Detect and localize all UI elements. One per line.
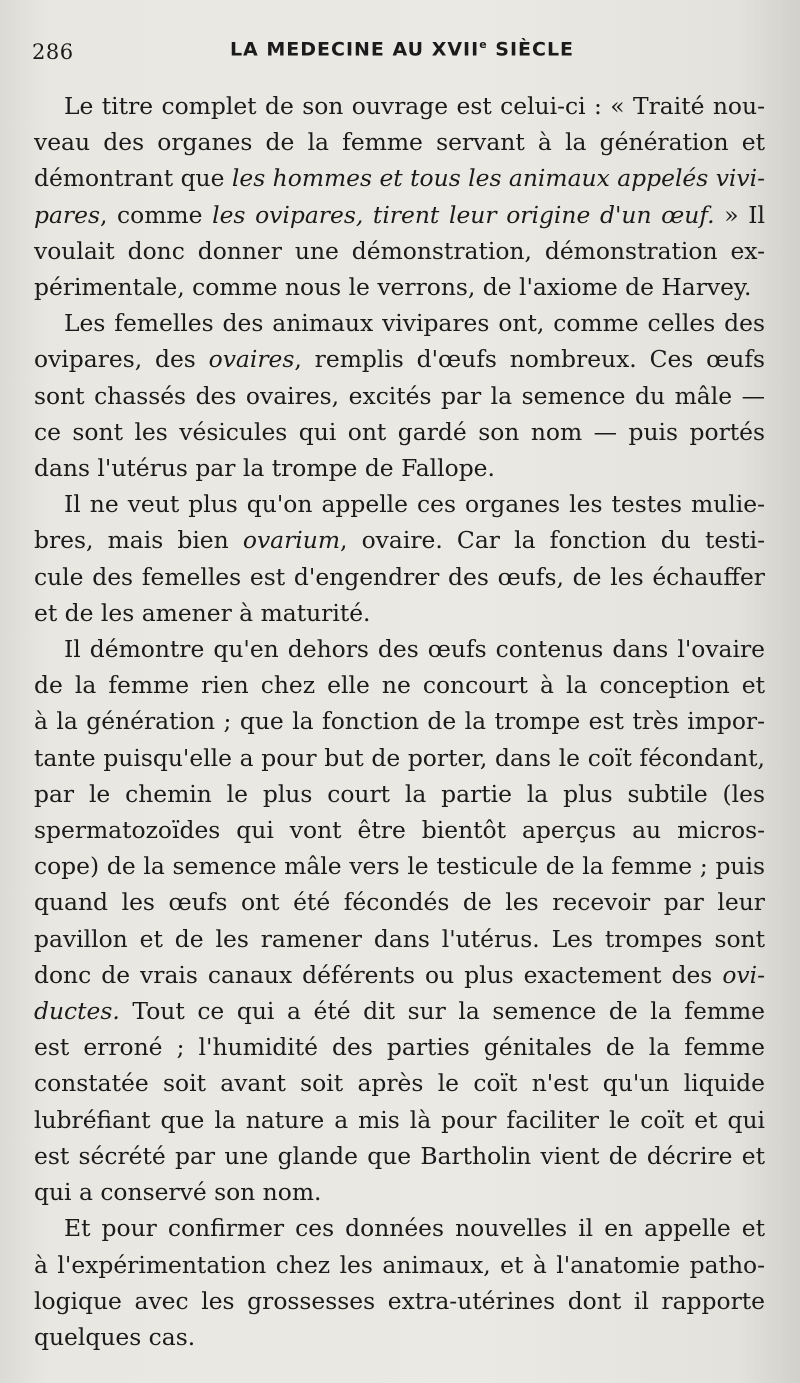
text-run: tante puisqu'elle a pour but de porter, dans le coït fécondant, bbox=[34, 743, 765, 772]
body-text bbox=[34, 88, 765, 1355]
text-run: constatée soit avant soit après le coït n'est qu'un liquide bbox=[34, 1069, 765, 1098]
text-line bbox=[34, 1283, 765, 1319]
text-run: à la génération ; que la fonction de la trompe est très impor- bbox=[34, 707, 765, 736]
text-line bbox=[34, 450, 765, 486]
text-line bbox=[34, 197, 765, 233]
text-line bbox=[34, 124, 765, 160]
text-line bbox=[34, 269, 765, 305]
text-line bbox=[34, 1174, 765, 1210]
text-run: donc de vrais canaux déférents ou plus exactement des bbox=[34, 960, 723, 989]
italic-run: les hommes et tous les animaux appelés vivi- bbox=[231, 164, 766, 193]
text-line bbox=[34, 522, 765, 558]
text-line bbox=[34, 1247, 765, 1283]
text-run: Le titre complet de son ouvrage est celui-ci : « Traité nou- bbox=[64, 92, 765, 120]
text-run: » Il bbox=[714, 200, 765, 229]
italic-run: les ovipares, tirent leur origine d'un œuf. bbox=[212, 200, 715, 229]
text-line bbox=[34, 667, 765, 703]
running-title-end: SIÈCLE bbox=[487, 38, 575, 61]
running-title-main: LA MEDECINE AU XVII bbox=[229, 38, 480, 61]
text-run: , remplis d'œufs nombreux. Ces œufs bbox=[294, 345, 765, 374]
text-line bbox=[34, 1102, 765, 1138]
text-run: par le chemin le plus court la partie la plus subtile (les bbox=[34, 779, 765, 808]
text-line bbox=[34, 1319, 765, 1355]
text-line bbox=[34, 884, 765, 920]
text-line bbox=[34, 921, 765, 957]
text-run: dans l'utérus par la trompe de Fallope. bbox=[34, 454, 495, 483]
italic-run: ductes. bbox=[34, 997, 120, 1026]
page-number: 286 bbox=[32, 40, 74, 64]
text-run: pavillon et de les ramener dans l'utérus. Les trompes sont bbox=[34, 924, 765, 953]
text-run: voulait donc donner une démonstration, démonstration ex- bbox=[34, 236, 765, 265]
text-run: est erroné ; l'humidité des parties génitales de la femme bbox=[34, 1033, 765, 1062]
text-line bbox=[34, 559, 765, 595]
text-run: cope) de la semence mâle vers le testicule de la femme ; puis bbox=[34, 852, 765, 881]
text-run: et de les amener à maturité. bbox=[34, 598, 371, 627]
text-run: logique avec les grossesses extra-utérines dont il rapporte bbox=[34, 1286, 765, 1315]
text-run: Et pour confirmer ces données nouvelles il en appelle et bbox=[64, 1214, 765, 1243]
text-line bbox=[34, 378, 765, 414]
text-line bbox=[34, 233, 765, 269]
running-title bbox=[32, 38, 772, 60]
text-run: ce sont les vésicules qui ont gardé son nom — puis portés bbox=[34, 417, 765, 446]
text-line bbox=[34, 993, 765, 1029]
text-run: lubréfiant que la nature a mis là pour faciliter le coït et qui bbox=[34, 1105, 765, 1134]
text-line bbox=[34, 848, 765, 884]
text-line bbox=[34, 1138, 765, 1174]
text-run: spermatozoïdes qui vont être bientôt aperçus au micros- bbox=[34, 816, 765, 845]
paragraph bbox=[34, 631, 765, 1210]
text-line bbox=[34, 957, 765, 993]
text-run: Il ne veut plus qu'on appelle ces organes les testes mulie- bbox=[64, 490, 765, 519]
text-run: est sécrété par une glande que Bartholin vient de décrire et bbox=[34, 1141, 765, 1170]
text-run: démontrant que bbox=[34, 164, 232, 193]
text-line bbox=[34, 776, 765, 812]
text-line bbox=[34, 1210, 765, 1246]
text-run: à l'expérimentation chez les animaux, et à l'anatomie patho- bbox=[34, 1250, 765, 1279]
text-run: , ovaire. Car la fonction du testi- bbox=[340, 526, 765, 555]
text-line bbox=[34, 88, 765, 124]
text-run: qui a conservé son nom. bbox=[34, 1178, 322, 1207]
text-run: sont chassés des ovaires, excités par la semence du mâle — bbox=[34, 381, 765, 410]
text-line bbox=[34, 486, 765, 522]
text-line bbox=[34, 341, 765, 377]
text-run: quelques cas. bbox=[34, 1322, 196, 1351]
paragraph bbox=[34, 486, 765, 631]
italic-run: ovi- bbox=[722, 960, 765, 989]
running-title-superscript: e bbox=[479, 38, 488, 51]
italic-run: ovarium bbox=[242, 526, 341, 555]
text-run: de la femme rien chez elle ne concourt à la conception et bbox=[34, 671, 765, 700]
text-run: cule des femelles est d'engendrer des œufs, de les échauffer bbox=[34, 562, 765, 591]
text-line bbox=[34, 740, 765, 776]
text-line bbox=[34, 703, 765, 739]
text-run: ovipares, des bbox=[34, 345, 209, 374]
italic-run: ovaires bbox=[208, 345, 295, 374]
text-line bbox=[34, 812, 765, 848]
text-run: , comme bbox=[99, 200, 213, 229]
page-header bbox=[32, 36, 772, 66]
text-line bbox=[34, 414, 765, 450]
text-run: Il démontre qu'en dehors des œufs contenus dans l'ovaire bbox=[64, 635, 765, 664]
text-run: veau des organes de la femme servant à la génération et bbox=[34, 128, 765, 157]
text-run: quand les œufs ont été fécondés de les recevoir par leur bbox=[34, 888, 765, 917]
text-line bbox=[34, 595, 765, 631]
text-run: bres, mais bien bbox=[34, 526, 243, 555]
text-line bbox=[34, 160, 765, 196]
paragraph bbox=[34, 1210, 765, 1355]
text-line bbox=[34, 1029, 765, 1065]
text-line bbox=[34, 631, 765, 667]
text-run: périmentale, comme nous le verrons, de l'axiome de Harvey. bbox=[34, 273, 752, 302]
italic-run: pares bbox=[34, 200, 100, 229]
paragraph bbox=[34, 305, 765, 486]
text-run: Tout ce qui a été dit sur la semence de la femme bbox=[119, 997, 765, 1026]
text-line bbox=[34, 1065, 765, 1101]
text-line bbox=[34, 305, 765, 341]
paragraph bbox=[34, 88, 765, 305]
text-run: Les femelles des animaux vivipares ont, comme celles des bbox=[64, 309, 765, 338]
